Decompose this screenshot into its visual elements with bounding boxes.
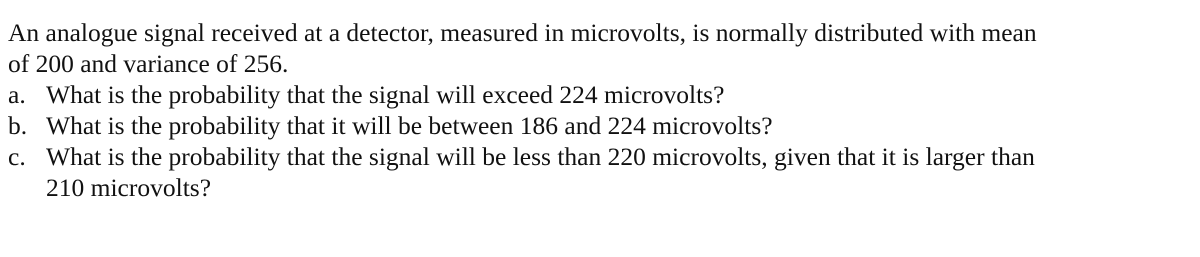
problem-statement-line-1: An analogue signal received at a detector, measured in microvolts, is normally distributed with mean <box>8 18 1037 47</box>
question-a-text <box>46 79 1188 110</box>
problem-statement <box>8 17 1188 79</box>
problem-statement-line-2: of 200 and variance of 256. <box>8 49 289 78</box>
question-c-line-1: What is the probability that the signal will be less than 220 microvolts, given that it is larger than <box>46 142 1035 171</box>
question-a-marker: a. <box>8 80 26 109</box>
question-b-line-1: What is the probability that it will be between 186 and 224 microvolts? <box>46 111 773 140</box>
question-b <box>8 110 1188 141</box>
problem-document <box>8 17 1188 203</box>
question-b-text <box>46 110 1188 141</box>
question-list <box>8 79 1188 203</box>
question-c-text <box>46 141 1188 203</box>
question-c-line-2: 210 microvolts? <box>46 173 212 202</box>
question-b-marker: b. <box>8 111 28 140</box>
question-a <box>8 79 1188 110</box>
question-c-marker: c. <box>8 142 26 171</box>
question-a-line-1: What is the probability that the signal will exceed 224 microvolts? <box>46 80 725 109</box>
question-c <box>8 141 1188 203</box>
